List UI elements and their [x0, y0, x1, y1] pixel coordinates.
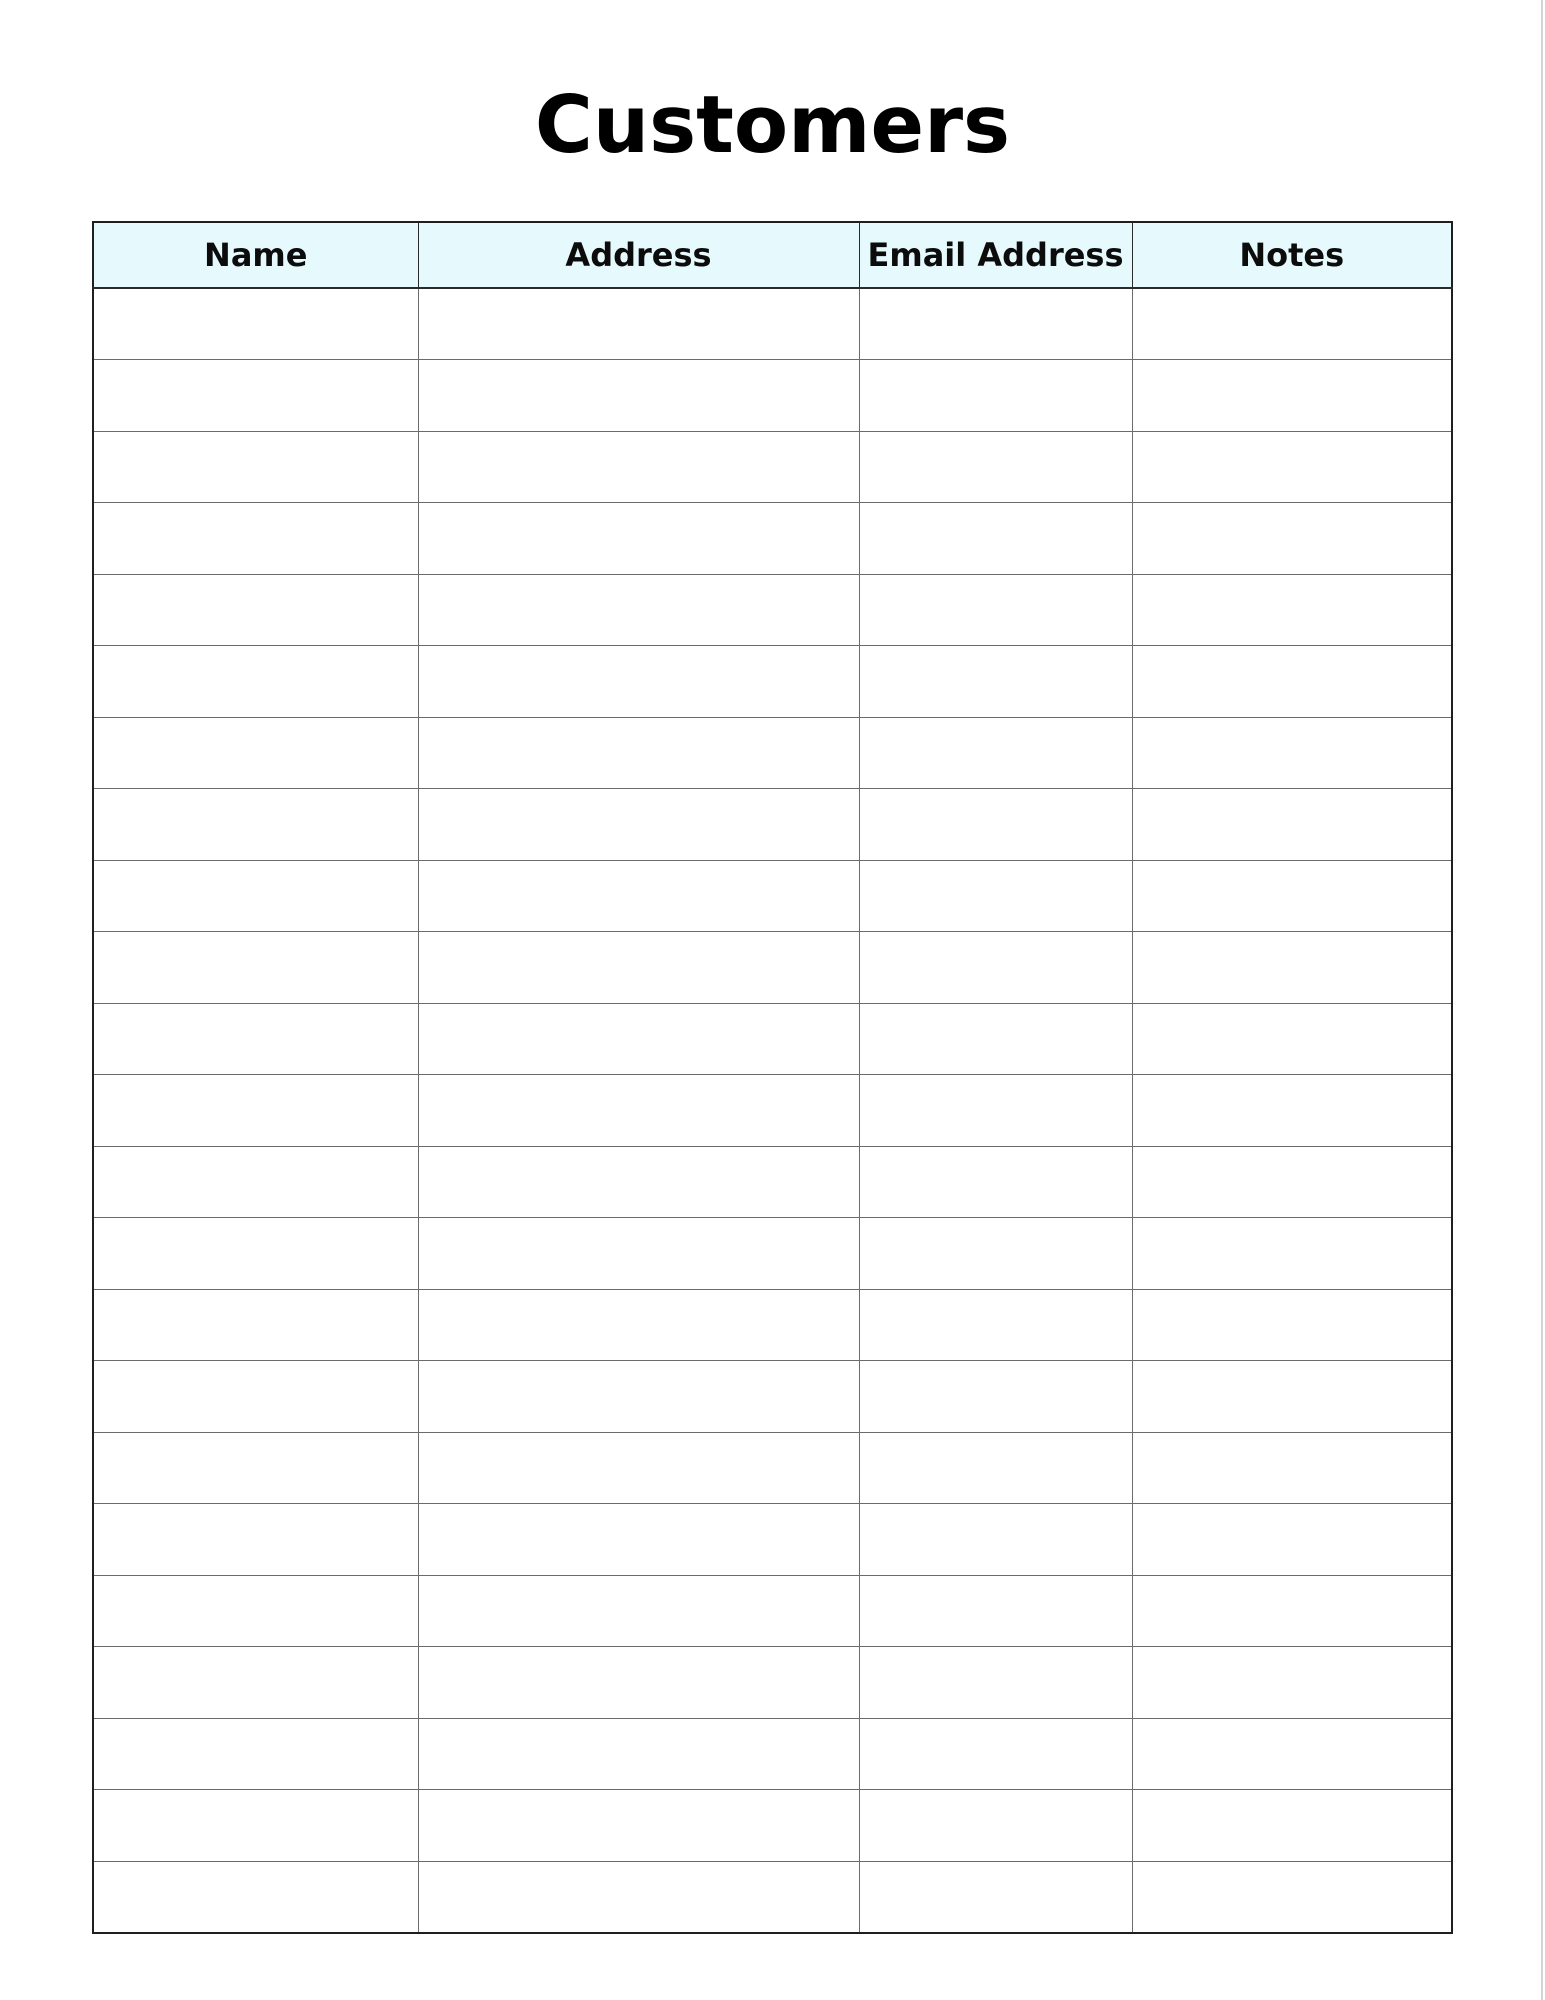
table-cell-address[interactable]: [418, 860, 859, 932]
table-cell-email[interactable]: [859, 431, 1132, 503]
table-cell-address[interactable]: [418, 646, 859, 718]
table-cell-notes[interactable]: [1132, 860, 1452, 932]
table-cell-name[interactable]: [93, 1647, 418, 1719]
table-row: [93, 1647, 1452, 1719]
table-cell-address[interactable]: [418, 1861, 859, 1933]
column-header-name: Name: [93, 222, 418, 288]
table-cell-notes[interactable]: [1132, 789, 1452, 861]
table-cell-email[interactable]: [859, 1790, 1132, 1862]
table-cell-name[interactable]: [93, 1003, 418, 1075]
table-cell-notes[interactable]: [1132, 1647, 1452, 1719]
table-cell-name[interactable]: [93, 1075, 418, 1147]
table-cell-notes[interactable]: [1132, 1218, 1452, 1290]
table-cell-address[interactable]: [418, 574, 859, 646]
table-row: [93, 1361, 1452, 1433]
table-cell-notes[interactable]: [1132, 1718, 1452, 1790]
table-cell-address[interactable]: [418, 1718, 859, 1790]
table-cell-address[interactable]: [418, 1647, 859, 1719]
table-cell-name[interactable]: [93, 1790, 418, 1862]
table-cell-notes[interactable]: [1132, 1861, 1452, 1933]
table-cell-notes[interactable]: [1132, 1790, 1452, 1862]
table-cell-email[interactable]: [859, 789, 1132, 861]
table-cell-email[interactable]: [859, 932, 1132, 1004]
table-cell-notes[interactable]: [1132, 1504, 1452, 1576]
table-cell-notes[interactable]: [1132, 503, 1452, 575]
table-row: [93, 860, 1452, 932]
table-cell-email[interactable]: [859, 1289, 1132, 1361]
table-cell-notes[interactable]: [1132, 1361, 1452, 1433]
table-cell-address[interactable]: [418, 1218, 859, 1290]
table-row: [93, 1504, 1452, 1576]
table-cell-name[interactable]: [93, 1861, 418, 1933]
table-cell-notes[interactable]: [1132, 288, 1452, 360]
table-row: [93, 360, 1452, 432]
table-cell-name[interactable]: [93, 1504, 418, 1576]
table-cell-address[interactable]: [418, 789, 859, 861]
table-row: [93, 1790, 1452, 1862]
table-cell-name[interactable]: [93, 1146, 418, 1218]
table-cell-notes[interactable]: [1132, 574, 1452, 646]
table-row: [93, 1146, 1452, 1218]
table-cell-email[interactable]: [859, 646, 1132, 718]
table-cell-email[interactable]: [859, 860, 1132, 932]
table-cell-notes[interactable]: [1132, 1146, 1452, 1218]
table-cell-email[interactable]: [859, 1647, 1132, 1719]
table-row: [93, 1575, 1452, 1647]
table-cell-email[interactable]: [859, 1575, 1132, 1647]
table-cell-email[interactable]: [859, 1003, 1132, 1075]
table-cell-address[interactable]: [418, 503, 859, 575]
table-cell-email[interactable]: [859, 288, 1132, 360]
table-row: [93, 932, 1452, 1004]
table-cell-notes[interactable]: [1132, 1432, 1452, 1504]
table-cell-name[interactable]: [93, 360, 418, 432]
customers-table: [92, 221, 1453, 1934]
table-cell-name[interactable]: [93, 1289, 418, 1361]
table-cell-name[interactable]: [93, 860, 418, 932]
table-cell-notes[interactable]: [1132, 1289, 1452, 1361]
table-cell-email[interactable]: [859, 1504, 1132, 1576]
table-cell-address[interactable]: [418, 1003, 859, 1075]
table-cell-address[interactable]: [418, 932, 859, 1004]
table-cell-name[interactable]: [93, 646, 418, 718]
table-row: [93, 646, 1452, 718]
table-cell-name[interactable]: [93, 1218, 418, 1290]
table-cell-notes[interactable]: [1132, 717, 1452, 789]
table-cell-name[interactable]: [93, 717, 418, 789]
table-cell-address[interactable]: [418, 1504, 859, 1576]
table-cell-name[interactable]: [93, 574, 418, 646]
table-cell-email[interactable]: [859, 1718, 1132, 1790]
table-cell-email[interactable]: [859, 1218, 1132, 1290]
table-cell-email[interactable]: [859, 360, 1132, 432]
table-row: [93, 1003, 1452, 1075]
table-cell-address[interactable]: [418, 1289, 859, 1361]
table-cell-address[interactable]: [418, 717, 859, 789]
table-cell-address[interactable]: [418, 1146, 859, 1218]
table-cell-notes[interactable]: [1132, 932, 1452, 1004]
column-header-email-address: Email Address: [859, 222, 1132, 288]
table-cell-notes[interactable]: [1132, 1003, 1452, 1075]
table-cell-name[interactable]: [93, 288, 418, 360]
table-cell-notes[interactable]: [1132, 360, 1452, 432]
table-cell-name[interactable]: [93, 1718, 418, 1790]
table-cell-email[interactable]: [859, 574, 1132, 646]
page-title: Customers: [534, 79, 1011, 171]
table-cell-address[interactable]: [418, 288, 859, 360]
table-cell-name[interactable]: [93, 503, 418, 575]
table-cell-address[interactable]: [418, 360, 859, 432]
table-row: [93, 574, 1452, 646]
table-body: [93, 288, 1452, 1933]
table-row: [93, 1718, 1452, 1790]
table-row: [93, 1861, 1452, 1933]
table-cell-email[interactable]: [859, 717, 1132, 789]
table-header: [93, 222, 1452, 288]
table-row: [93, 288, 1452, 360]
table-cell-address[interactable]: [418, 1575, 859, 1647]
table-cell-name[interactable]: [93, 932, 418, 1004]
table-cell-name[interactable]: [93, 789, 418, 861]
table-row: [93, 1432, 1452, 1504]
table-cell-address[interactable]: [418, 431, 859, 503]
table-cell-address[interactable]: [418, 1075, 859, 1147]
table-cell-notes[interactable]: [1132, 1575, 1452, 1647]
table-cell-name[interactable]: [93, 1361, 418, 1433]
table-row: [93, 717, 1452, 789]
page-edge-divider: [1541, 0, 1543, 2000]
table-row: [93, 1075, 1452, 1147]
table-row: [93, 503, 1452, 575]
table-cell-address[interactable]: [418, 1432, 859, 1504]
column-header-notes: Notes: [1132, 222, 1452, 288]
table-row: [93, 1218, 1452, 1290]
table-cell-email[interactable]: [859, 503, 1132, 575]
table-cell-email[interactable]: [859, 1432, 1132, 1504]
table-cell-email[interactable]: [859, 1146, 1132, 1218]
table-cell-notes[interactable]: [1132, 646, 1452, 718]
table-row: [93, 431, 1452, 503]
table-cell-name[interactable]: [93, 1432, 418, 1504]
table-cell-email[interactable]: [859, 1861, 1132, 1933]
table-cell-notes[interactable]: [1132, 1075, 1452, 1147]
column-header-address: Address: [418, 222, 859, 288]
header-row: [93, 222, 1452, 288]
table-cell-email[interactable]: [859, 1075, 1132, 1147]
table-row: [93, 789, 1452, 861]
table-cell-address[interactable]: [418, 1361, 859, 1433]
table-cell-notes[interactable]: [1132, 431, 1452, 503]
table-cell-name[interactable]: [93, 431, 418, 503]
table-cell-email[interactable]: [859, 1361, 1132, 1433]
table-cell-name[interactable]: [93, 1575, 418, 1647]
table-row: [93, 1289, 1452, 1361]
table-cell-address[interactable]: [418, 1790, 859, 1862]
